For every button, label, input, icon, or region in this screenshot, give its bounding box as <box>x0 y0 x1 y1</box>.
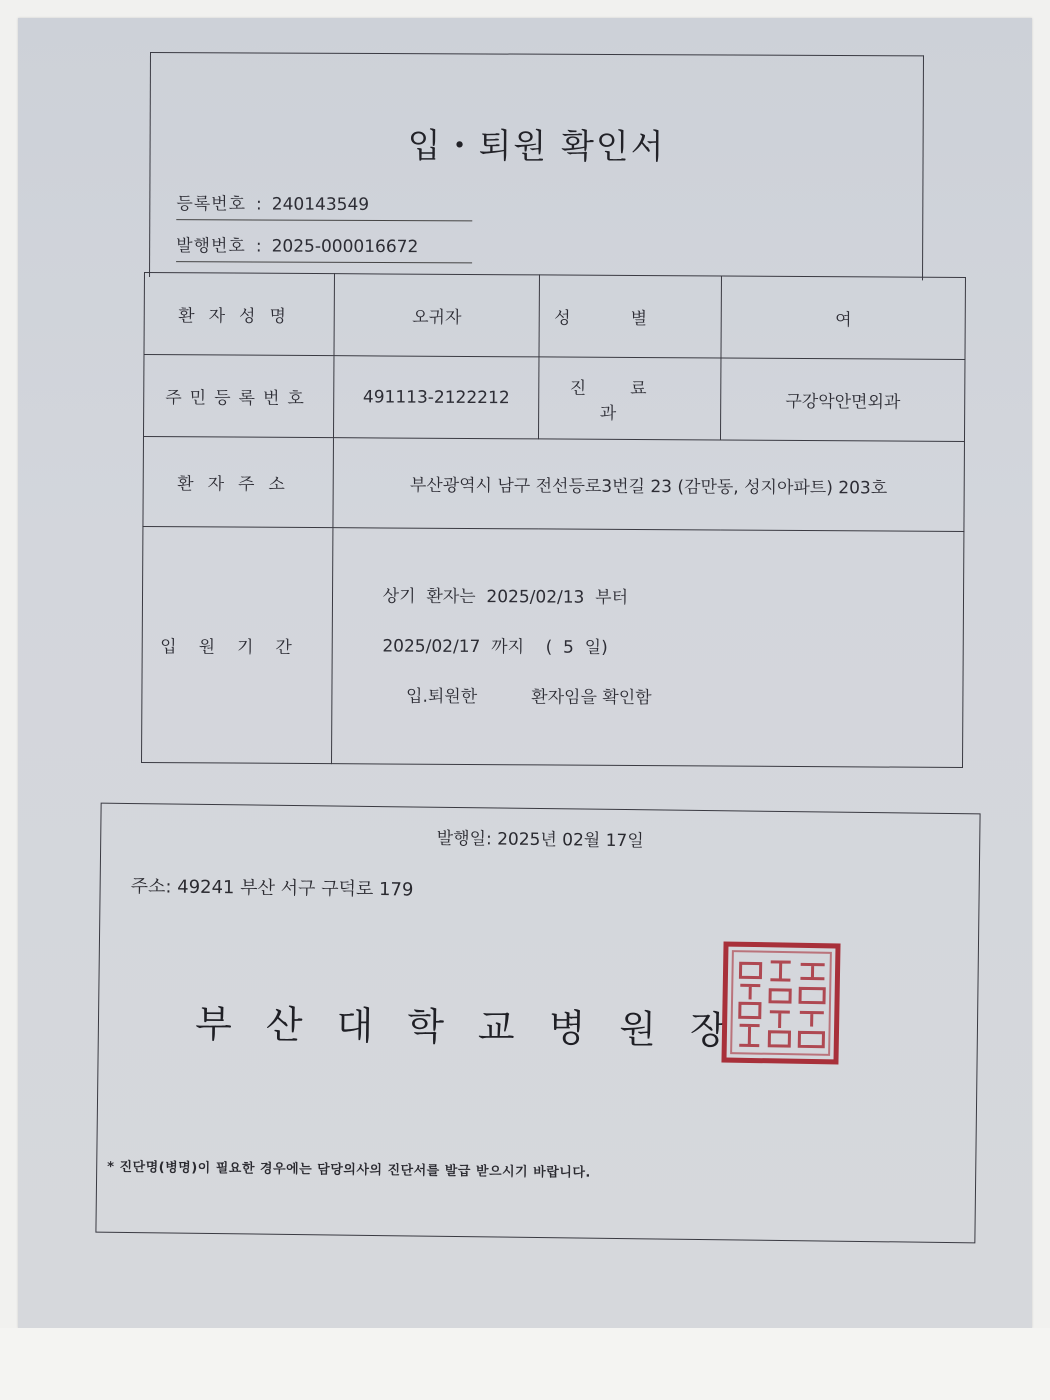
issuer-box <box>95 803 980 1244</box>
rrn-label: 주민등록번호 <box>143 355 333 438</box>
sex-label: 성별 <box>539 275 721 358</box>
registration-number-row <box>176 189 472 221</box>
seal-glyphs <box>739 961 824 1046</box>
admission-period-text <box>331 528 964 768</box>
table-row <box>142 526 964 767</box>
registration-label: 등록번호 <box>176 194 247 215</box>
hospital-address: 주소: 49241 부산 서구 구덕로 179 <box>130 876 414 901</box>
hospital-director-text: 부산대학교병원장 <box>194 1001 762 1053</box>
document-title: 입・퇴원 확인서 <box>407 126 666 168</box>
sex-value: 여 <box>721 276 965 359</box>
hospital-director-name <box>99 992 978 1058</box>
admission-period-label: 입원기간 <box>142 526 333 763</box>
table-row <box>144 273 965 360</box>
address-label: 환자주소 <box>143 437 333 528</box>
patient-info-table <box>141 272 966 768</box>
rrn-value: 491113-2122212 <box>333 356 539 439</box>
registration-separator: : <box>255 194 262 215</box>
issue-number-label: 발행번호 <box>176 236 246 257</box>
issue-separator: : <box>255 236 262 257</box>
table-row <box>143 437 965 532</box>
header-box <box>149 52 924 280</box>
patient-address: 부산광역시 남구 전선등로3번길 23 (감만동, 성지아파트) 203호 <box>333 438 965 532</box>
patient-name: 오귀자 <box>334 274 540 357</box>
issue-date: 발행일: 2025년 02월 17일 <box>436 828 644 852</box>
footnote: * 진단명(병명)이 필요한 경우에는 담당의사의 진단서를 발급 받으시기 바랍니다. <box>107 1159 591 1181</box>
department-label: 진료과 <box>539 357 721 440</box>
department-value: 구강악안면외과 <box>721 358 965 441</box>
official-seal <box>721 941 841 1065</box>
table-row <box>143 355 964 442</box>
issue-number-row <box>176 231 472 263</box>
admission-line-2: 2025/02/17 까지 ( 5 일) <box>382 635 608 658</box>
admission-line-3: 입.퇴원한 환자임을 확인함 <box>406 686 652 708</box>
desk-surface <box>0 1328 1050 1400</box>
admission-line-1: 상기 환자는 2025/02/13 부터 <box>382 585 629 608</box>
registration-number: 240143549 <box>271 194 370 215</box>
issue-number: 2025-000016672 <box>271 236 419 258</box>
patient-name-label: 환자성명 <box>144 273 334 356</box>
